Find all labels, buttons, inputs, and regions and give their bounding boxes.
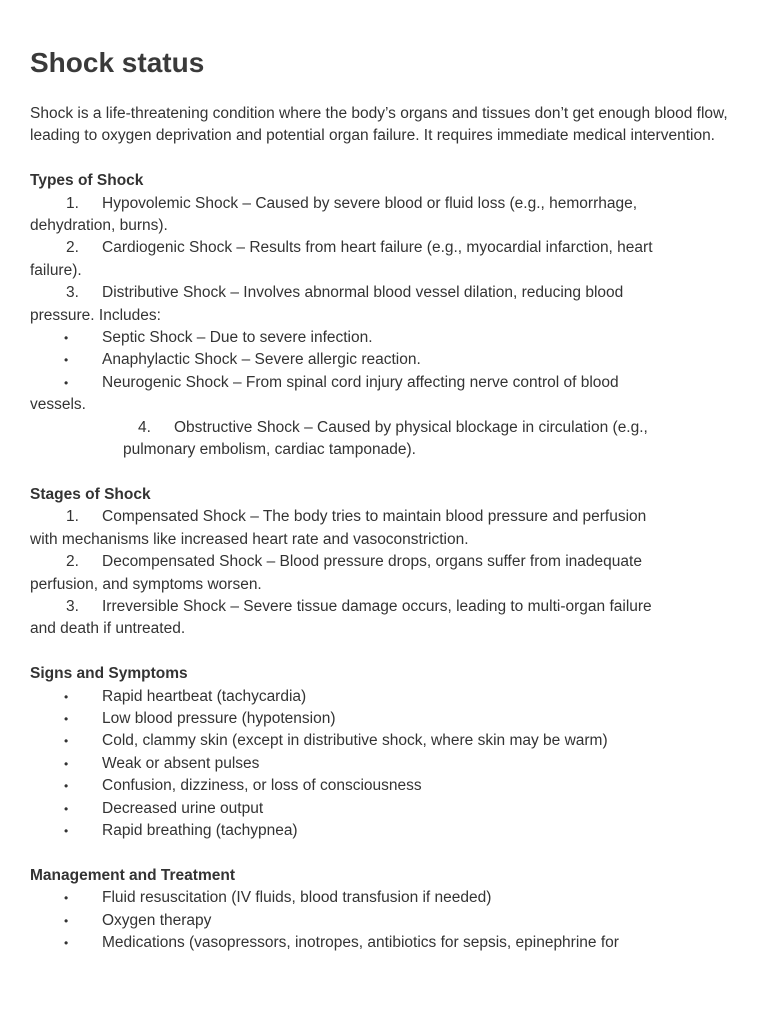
bullet-marker: •: [64, 689, 69, 704]
types-item-1-continuation: dehydration, burns).: [30, 217, 168, 235]
signs-heading: Signs and Symptoms: [30, 665, 188, 683]
bullet-marker: •: [64, 375, 69, 390]
list-item: [30, 887, 730, 909]
bullet-marker: •: [64, 801, 69, 816]
list-item-text: Decreased urine output: [102, 799, 264, 817]
list-item-text: Rapid heartbeat (tachycardia): [102, 687, 307, 705]
list-item: [30, 798, 730, 820]
list-item: [30, 730, 730, 752]
stages-item-2: [30, 551, 730, 573]
stages-item-3: [30, 596, 730, 618]
list-item-text: Septic Shock – Due to severe infection.: [102, 329, 373, 347]
list-item: [30, 932, 730, 954]
list-item-text: Compensated Shock – The body tries to maintain blood pressure and perfusion: [102, 508, 647, 526]
list-item-text: Obstructive Shock – Caused by physical blockage in circulation (e.g.,: [174, 418, 648, 436]
list-item: [30, 753, 730, 775]
list-number: 4.: [138, 418, 151, 436]
list-number: 2.: [66, 553, 79, 571]
management-heading: Management and Treatment: [30, 866, 235, 884]
types-heading: Types of Shock: [30, 172, 144, 190]
stages-item-1-continuation: with mechanisms like increased heart rate and vasoconstriction.: [30, 530, 469, 548]
list-item-text: Hypovolemic Shock – Caused by severe blood or fluid loss (e.g., hemorrhage,: [102, 194, 638, 212]
bullet-marker: •: [64, 711, 69, 726]
list-item-text: Decompensated Shock – Blood pressure drops, organs suffer from inadequate: [102, 553, 642, 571]
list-item-text: Irreversible Shock – Severe tissue damage occurs, leading to multi-organ failure: [102, 597, 652, 615]
stages-heading: Stages of Shock: [30, 485, 151, 503]
list-number: 1.: [66, 194, 79, 212]
list-item: [30, 820, 730, 842]
list-item-text: Cold, clammy skin (except in distributive shock, where skin may be warm): [102, 732, 608, 750]
list-item-text: Medications (vasopressors, inotropes, antibiotics for sepsis, epinephrine for: [102, 933, 619, 951]
types-item-4-continuation: pulmonary embolism, cardiac tamponade).: [123, 441, 416, 459]
types-item-3-continuation: pressure. Includes:: [30, 306, 161, 324]
bullet-marker: •: [64, 331, 69, 346]
stages-item-3-continuation: and death if untreated.: [30, 620, 186, 638]
list-item-text: Distributive Shock – Involves abnormal blood vessel dilation, reducing blood: [102, 284, 624, 302]
types-item-2-continuation: failure).: [30, 261, 82, 279]
types-subitem-anaphylactic: [30, 349, 730, 371]
intro-paragraph: Shock is a life-threatening condition where the body’s organs and tissues don’t get enough blood flow, leading to oxygen deprivation and potential organ failure. It requires immediate medical intervention.: [30, 105, 728, 145]
types-item-3: [30, 282, 730, 304]
types-subitem-neurogenic-continuation: vessels.: [30, 396, 86, 414]
spacer: [30, 641, 730, 663]
list-item: [30, 686, 730, 708]
list-item-text: Fluid resuscitation (IV fluids, blood transfusion if needed): [102, 889, 492, 907]
types-item-2: [30, 237, 730, 259]
list-item-text: Cardiogenic Shock – Results from heart failure (e.g., myocardial infarction, heart: [102, 239, 653, 257]
bullet-marker: •: [64, 913, 69, 928]
spacer: [30, 461, 730, 483]
bullet-marker: •: [64, 756, 69, 771]
list-number: 2.: [66, 239, 79, 257]
bullet-marker: •: [64, 734, 69, 749]
document-body: [30, 46, 730, 954]
bullet-marker: •: [64, 935, 69, 950]
page-title: Shock status: [30, 47, 205, 78]
list-item-text: Confusion, dizziness, or loss of consciousness: [102, 777, 422, 795]
bullet-marker: •: [64, 891, 69, 906]
types-subitem-neurogenic: [30, 372, 730, 394]
list-item-text: Weak or absent pulses: [102, 754, 260, 772]
list-item: [30, 708, 730, 730]
types-subitem-septic: [30, 327, 730, 349]
list-item-text: Anaphylactic Shock – Severe allergic reaction.: [102, 351, 421, 369]
list-number: 3.: [66, 284, 79, 302]
list-item-text: Oxygen therapy: [102, 911, 212, 929]
list-item-text: Rapid breathing (tachypnea): [102, 821, 298, 839]
stages-item-1: [30, 506, 730, 528]
spacer: [30, 842, 730, 864]
stages-item-2-continuation: perfusion, and symptoms worsen.: [30, 575, 262, 593]
bullet-marker: •: [64, 353, 69, 368]
list-number: 3.: [66, 597, 79, 615]
list-item-text: Neurogenic Shock – From spinal cord injury affecting nerve control of blood: [102, 373, 619, 391]
list-item: [30, 910, 730, 932]
list-item-text: Low blood pressure (hypotension): [102, 709, 336, 727]
types-item-1: [30, 193, 730, 215]
types-item-4: [30, 417, 730, 439]
bullet-marker: •: [64, 779, 69, 794]
list-number: 1.: [66, 508, 79, 526]
bullet-marker: •: [64, 823, 69, 838]
spacer: [30, 148, 730, 170]
list-item: [30, 775, 730, 797]
